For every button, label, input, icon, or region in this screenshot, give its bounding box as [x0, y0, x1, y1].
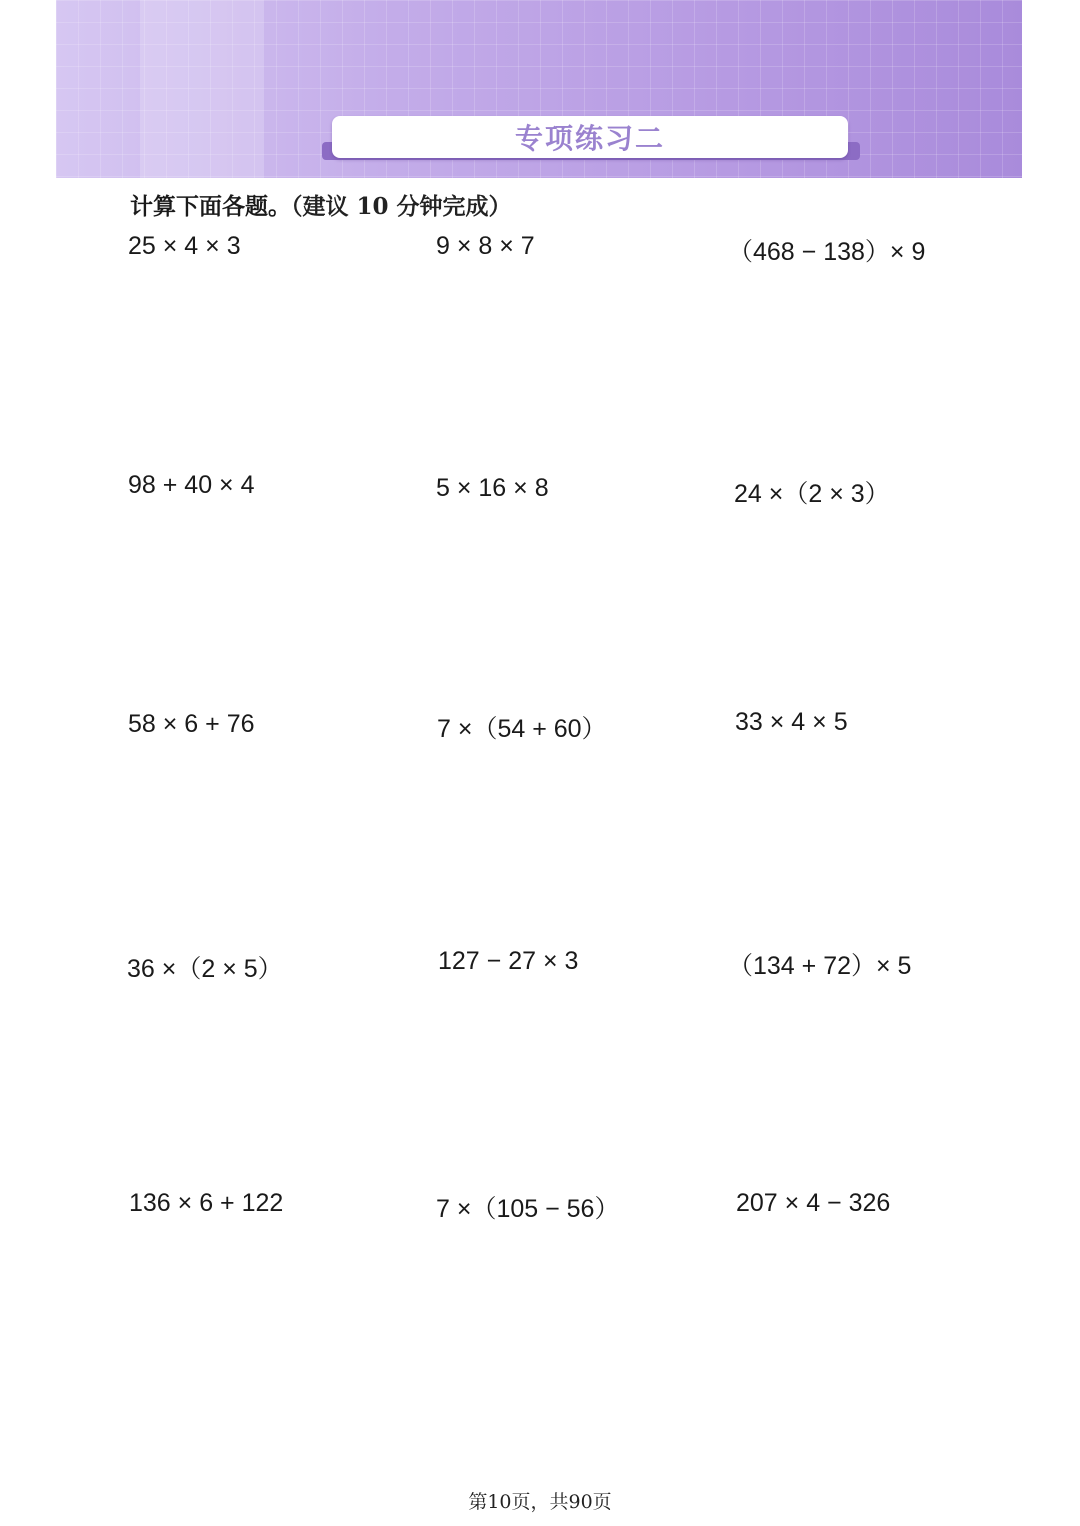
problem-item: （134 + 72）× 5	[728, 952, 912, 980]
problem-item: 58 × 6 + 76	[128, 710, 255, 738]
problem-item: 7 ×（54 + 60）	[437, 715, 607, 743]
problem-item: 25 × 4 × 3	[128, 232, 241, 260]
instruction	[130, 188, 512, 221]
page-number: 第10页，共90页	[468, 1491, 612, 1513]
problem-item: 127 − 27 × 3	[438, 947, 579, 975]
problem-item: 98 + 40 × 4	[128, 471, 255, 499]
instruction-note: （建议 10 分钟完成）	[291, 193, 512, 220]
instruction-text: 计算下面各题。	[130, 194, 291, 220]
title-box	[332, 116, 848, 158]
problem-item: 7 ×（105 − 56）	[436, 1195, 620, 1223]
problem-item: 36 ×（2 × 5）	[127, 955, 283, 983]
problem-item: 136 × 6 + 122	[129, 1189, 284, 1217]
problem-item: （468 − 138）× 9	[728, 238, 926, 266]
page-title: 专项练习二	[514, 122, 665, 155]
problem-item: 9 × 8 × 7	[436, 232, 535, 260]
problem-item: 33 × 4 × 5	[735, 708, 848, 736]
problem-item: 5 × 16 × 8	[436, 474, 549, 502]
problem-item: 24 ×（2 × 3）	[734, 480, 890, 508]
problem-item: 207 × 4 − 326	[736, 1189, 891, 1217]
banner-highlight	[140, 0, 264, 178]
